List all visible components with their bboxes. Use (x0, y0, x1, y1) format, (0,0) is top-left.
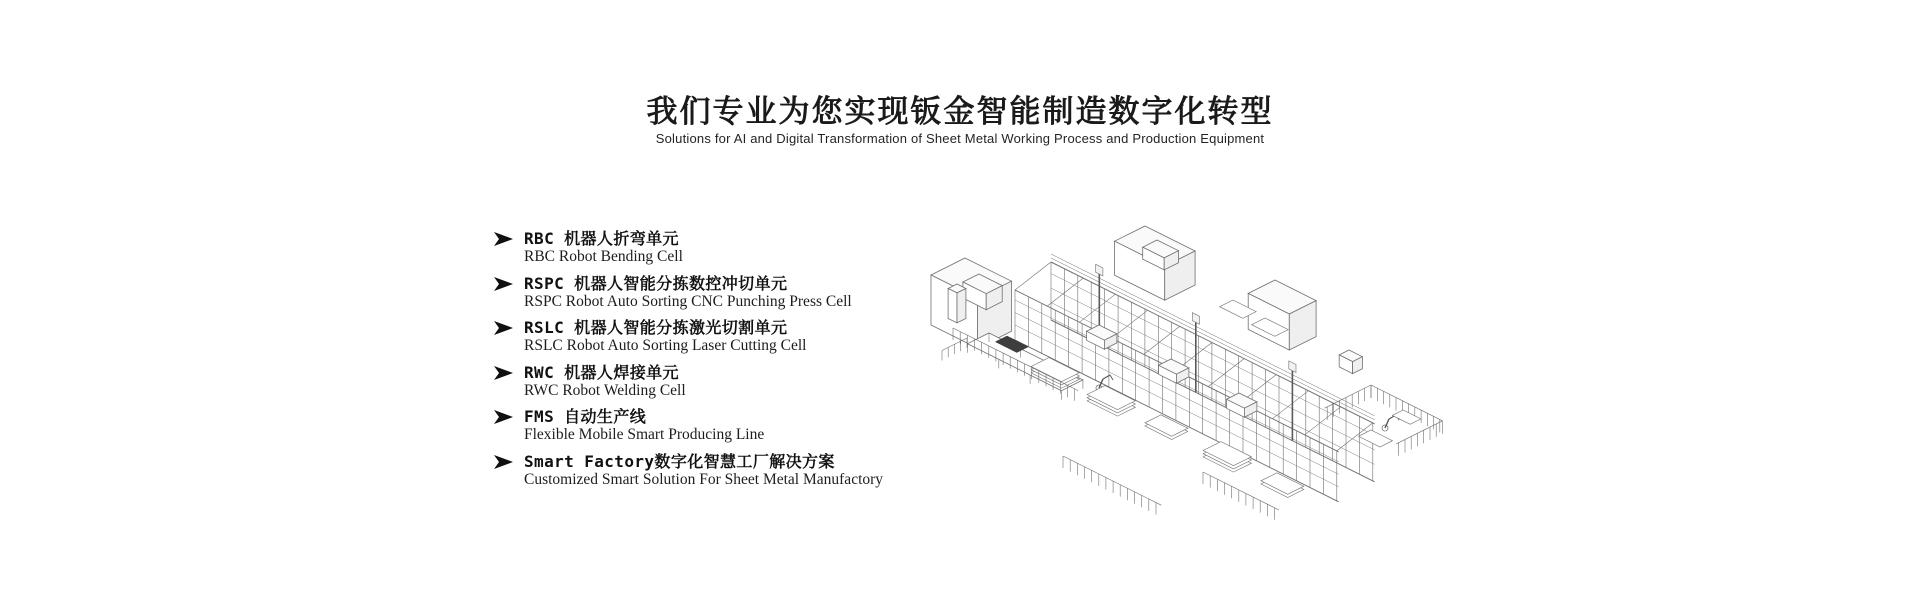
product-name-en: RSPC Robot Auto Sorting CNC Punching Press Cell (524, 292, 852, 310)
play-arrow-icon (494, 321, 513, 335)
list-item-fms[interactable] (494, 407, 883, 444)
product-list (494, 229, 883, 496)
product-name-en: RSLC Robot Auto Sorting Laser Cutting Cell (524, 337, 807, 354)
product-name-zh: RSLC 机器人智能分拣激光切割单元 (524, 318, 788, 337)
product-name-zh: Smart Factory数字化智慧工厂解决方案 (524, 451, 835, 471)
product-name-en: RWC Robot Welding Cell (524, 381, 686, 399)
list-item-rspc[interactable] (494, 274, 883, 311)
page-title: 我们专业为您实现钣金智能制造数字化转型 (646, 94, 1274, 129)
play-arrow-icon (494, 366, 513, 380)
list-item-rwc[interactable] (494, 363, 883, 400)
play-arrow-icon (494, 277, 513, 291)
product-name-en: Flexible Mobile Smart Producing Line (524, 426, 765, 443)
product-name-zh: RBC 机器人折弯单元 (524, 229, 679, 248)
list-item-smart-factory[interactable] (494, 452, 883, 489)
product-name-en: RBC Robot Bending Cell (524, 248, 683, 265)
product-name-zh: RSPC 机器人智能分拣数控冲切单元 (524, 273, 788, 293)
play-arrow-icon (494, 232, 513, 246)
product-name-zh: RWC 机器人焊接单元 (524, 362, 679, 382)
page-subtitle: Solutions for AI and Digital Transformation of Sheet Metal Working Process and Production Equipment (655, 131, 1265, 146)
product-name-en: Customized Smart Solution For Sheet Metal Manufactory (524, 470, 884, 488)
product-name-zh: FMS 自动生产线 (524, 407, 647, 426)
play-arrow-icon (494, 410, 513, 424)
play-arrow-icon (494, 455, 513, 469)
isometric-production-line-drawing (903, 216, 1465, 528)
list-item-rslc[interactable] (494, 318, 883, 355)
list-item-rbc[interactable] (494, 229, 883, 266)
factory-line-illustration (903, 216, 1465, 528)
